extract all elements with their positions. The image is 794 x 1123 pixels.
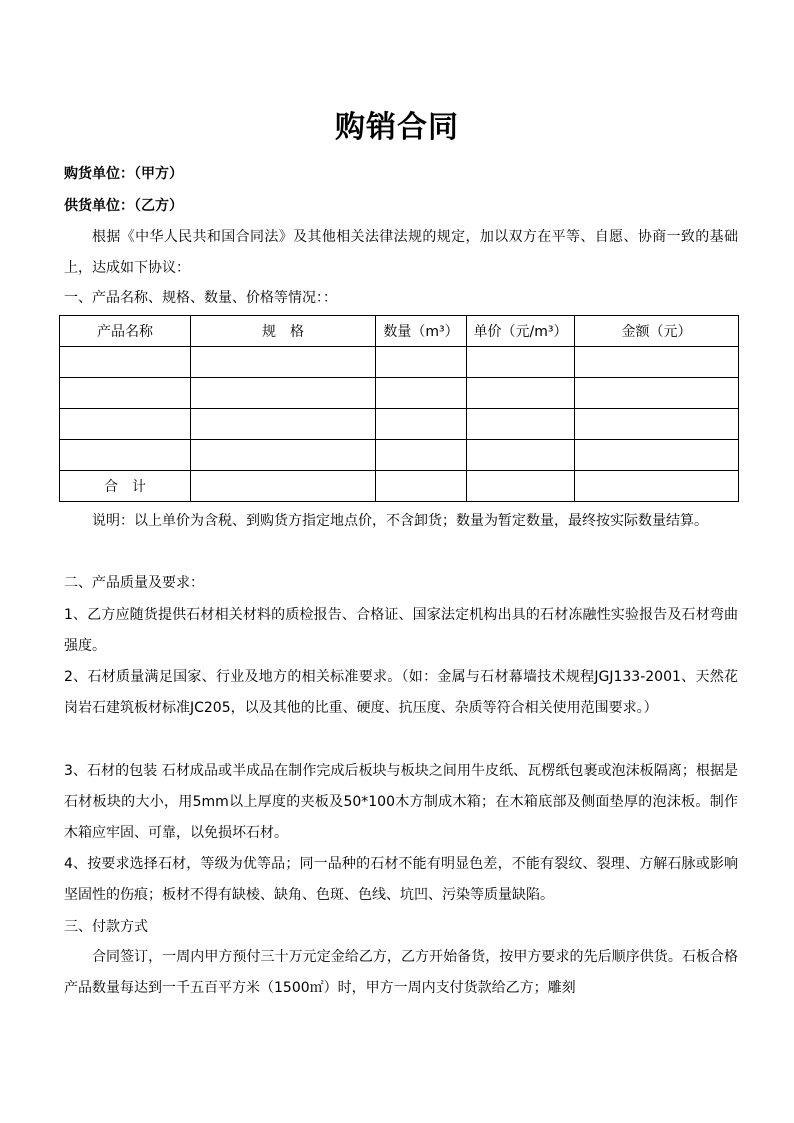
header-spec: 规 格 (191, 316, 376, 347)
table-cell[interactable] (191, 378, 376, 409)
table-cell[interactable] (467, 347, 575, 378)
table-cell[interactable] (467, 409, 575, 440)
table-cell[interactable] (467, 378, 575, 409)
header-unit-price: 单价（元/m³） (467, 316, 575, 347)
table-cell[interactable] (575, 471, 739, 502)
header-quantity: 数量（m³） (376, 316, 467, 347)
table-cell[interactable] (191, 409, 376, 440)
section1-heading: 一、产品名称、规格、数量、价格等情况：： (64, 290, 337, 306)
quality-item-2: 2、石材质量满足国家、行业及地方的相关标准要求。（如：金属与石材幕墙技术规程JGJ133-2001、天然花岗岩石建筑板材标准JC205，以及其他的比重、硬度、抗压度、杂质等符合相关使用范围要求。） (64, 669, 738, 716)
note-paragraph: 说明：以上单价为含税、到购货方指定地点价，不含卸货；数量为暂定数量，最终按实际数量结算。 (92, 513, 708, 529)
product-table (59, 315, 739, 502)
document-title: 购销合同 (335, 110, 459, 145)
header-product-name: 产品名称 (60, 316, 191, 347)
quality-item-3: 3、石材的包装 石材成品或半成品在制作完成后板块与板块之间用牛皮纸、瓦楞纸包裹或泡沫板隔离；根据是石材板块的大小，用5mm以上厚度的夹板及50*100木方制成木箱；在木箱底部及侧面垫厚的泡沫板。制作木箱应牢固、可靠，以免损坏石材。 (64, 763, 738, 841)
payment-paragraph: 合同签订，一周内甲方预付三十万元定金给乙方，乙方开始备货，按甲方要求的先后顺序供货。石板合格产品数量每达到一千五百平方米（1500㎡）时，甲方一周内支付货款给乙方；雕刻 (64, 949, 738, 996)
table-cell[interactable] (575, 409, 739, 440)
table-cell[interactable] (376, 409, 467, 440)
table-cell[interactable] (575, 440, 739, 471)
table-cell[interactable] (376, 347, 467, 378)
table-cell[interactable] (376, 471, 467, 502)
table-cell[interactable] (60, 378, 191, 409)
table-cell[interactable] (60, 347, 191, 378)
total-label: 合 计 (60, 471, 191, 502)
section3-heading: 三、付款方式 (64, 919, 148, 935)
table-cell[interactable] (60, 440, 191, 471)
seller-label: 供货单位：（乙方） (64, 198, 183, 214)
table-row (60, 347, 739, 378)
table-header-row (60, 316, 739, 347)
table-cell[interactable] (376, 440, 467, 471)
table-cell[interactable] (575, 378, 739, 409)
table-row (60, 440, 739, 471)
table-cell[interactable] (191, 347, 376, 378)
section2-heading: 二、产品质量及要求： (64, 575, 204, 591)
table-cell[interactable] (60, 409, 191, 440)
table-row (60, 378, 739, 409)
table-cell[interactable] (467, 440, 575, 471)
header-amount: 金额（元） (575, 316, 739, 347)
buyer-label: 购货单位：（甲方） (64, 166, 183, 182)
table-cell[interactable] (467, 471, 575, 502)
intro-paragraph: 根据《中华人民共和国合同法》及其他相关法律法规的规定，加以双方在平等、自愿、协商一致的基础上，达成如下协议： (64, 229, 738, 276)
table-cell[interactable] (376, 378, 467, 409)
table-cell[interactable] (191, 440, 376, 471)
table-row (60, 409, 739, 440)
quality-item-4: 4、按要求选择石材，等级为优等品；同一品种的石材不能有明显色差，不能有裂纹、裂理、方解石脉或影响坚固性的伤痕；板材不得有缺棱、缺角、色斑、色线、坑凹、污染等质量缺陷。 (64, 856, 738, 903)
table-total-row (60, 471, 739, 502)
table-cell[interactable] (575, 347, 739, 378)
table-cell[interactable] (191, 471, 376, 502)
quality-item-1: 1、乙方应随货提供石材相关材料的质检报告、合格证、国家法定机构出具的石材冻融性实验报告及石材弯曲强度。 (64, 607, 738, 654)
